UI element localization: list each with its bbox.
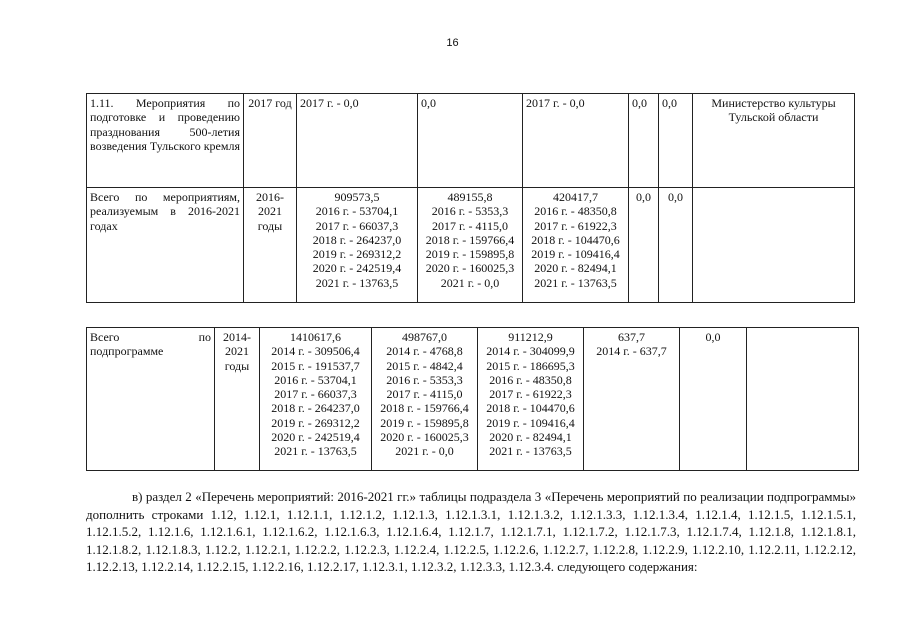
amount-line: 909573,5 [334, 190, 380, 204]
amount-line: 2018 г. - 159766,4 [425, 232, 515, 247]
period-cell: 2017 год [244, 94, 297, 188]
table-row [87, 188, 855, 303]
subprogram-label-cell: Всего по подпрограмме [87, 328, 215, 471]
amount-line: 2018 г. - 264237,0 [312, 232, 402, 247]
amount-line: 2016 г. - 48350,8 [489, 372, 572, 387]
amount-line: 2019 г. - 269312,2 [271, 415, 360, 430]
amount-line: 2020 г. - 242519,4 [312, 261, 402, 276]
amount-line: 2018 г. - 104470,6 [531, 232, 620, 247]
amount-line: 2019 г. - 109416,4 [486, 415, 575, 430]
amount-line: 2016 г. - 5353,3 [386, 372, 463, 387]
amount-line: 2021 г. - 0,0 [440, 275, 500, 290]
federal-budget-cell [418, 188, 523, 303]
amount-line: 1410617,6 [290, 330, 341, 344]
executor-cell: Министерство культуры Тульской области [693, 94, 855, 188]
amount-line: 2020 г. - 82494,1 [534, 261, 617, 276]
amount-line: 420417,7 [553, 190, 598, 204]
amount-line: 2021 г. - 0,0 [395, 444, 454, 459]
amount-line: 2021 г. - 13763,5 [315, 275, 399, 290]
executor-cell [693, 188, 855, 303]
amount-line: 2015 г. - 4842,4 [386, 358, 463, 373]
local-budget-cell: 0,0 [629, 188, 659, 303]
amount-line: 2014 г. - 637,7 [596, 344, 667, 359]
amount-line: 2019 г. - 159895,8 [380, 415, 469, 430]
amount-line: 2018 г. - 159766,4 [380, 401, 469, 416]
amount-line: 2018 г. - 104470,6 [486, 401, 575, 416]
amount-line: 2019 г. - 109416,4 [531, 247, 620, 262]
period-cell: 2014-2021 годы [215, 328, 260, 471]
amount-line: 2017 г. - 66037,3 [274, 387, 357, 402]
amount-line: 2017 г. - 4115,0 [431, 218, 509, 233]
amount-line: 2017 г. - 61922,3 [489, 387, 572, 402]
table-row [87, 94, 855, 188]
amount-line: 2019 г. - 159895,8 [425, 247, 515, 262]
amount-line: 2020 г. - 160025,3 [425, 261, 515, 276]
event-name-cell: Всего по мероприятиям, реализуемым в 2016-2021 годах [87, 188, 244, 303]
amount-line: 2016 г. - 48350,8 [534, 204, 617, 219]
amount-line: 2019 г. - 269312,2 [312, 247, 402, 262]
regional-budget-cell [523, 188, 629, 303]
amount-line: 2020 г. - 82494,1 [489, 430, 572, 445]
amount-line: 2021 г. - 13763,5 [274, 444, 357, 459]
amount-line: 2015 г. - 191537,7 [271, 358, 360, 373]
amount-line: 2016 г. - 53704,1 [315, 204, 399, 219]
amount-line: 2014 г. - 304099,9 [486, 344, 575, 359]
amount-line: 911212,9 [508, 330, 553, 344]
amount-line: 2018 г. - 264237,0 [271, 401, 360, 416]
amount-line: 2021 г. - 13763,5 [489, 444, 572, 459]
local-budget-cell [584, 328, 680, 471]
table-row [87, 328, 859, 471]
extrabudget-cell: 0,0 [659, 94, 693, 188]
amount-line: 2017 г. - 66037,3 [315, 218, 399, 233]
extrabudget-cell: 0,0 [680, 328, 747, 471]
federal-budget-cell [372, 328, 478, 471]
amount-line: 2016 г. - 5353,3 [431, 204, 509, 219]
amount-line: 489155,8 [447, 190, 493, 204]
amount-line: 2017 г. - 61922,3 [534, 218, 617, 233]
subprogram-total-table [86, 327, 859, 471]
extrabudget-cell: 0,0 [659, 188, 693, 303]
amount-line: 2014 г. - 4768,8 [386, 344, 463, 359]
amount-line: 2021 г. - 13763,5 [534, 275, 617, 290]
amount-line: 2015 г. - 186695,3 [486, 358, 575, 373]
amount-line: 2017 г. - 4115,0 [386, 387, 463, 402]
amount-line: 637,7 [618, 330, 645, 344]
page-number: 16 [446, 37, 459, 49]
amount-line: 2016 г. - 53704,1 [274, 372, 357, 387]
period-cell: 2016-2021 годы [244, 188, 297, 303]
amount-line: 2020 г. - 160025,3 [380, 430, 469, 445]
regional-budget-cell: 2017 г. - 0,0 [523, 94, 629, 188]
regional-budget-cell [478, 328, 584, 471]
total-cell [260, 328, 372, 471]
event-name-cell: 1.11. Мероприятия по подготовке и проведению празднования 500-летия возведения Тульского кремля [87, 94, 244, 188]
events-table [86, 93, 855, 303]
total-cell: 2017 г. - 0,0 [297, 94, 418, 188]
amount-line: 2014 г. - 309506,4 [271, 344, 360, 359]
federal-budget-cell: 0,0 [418, 94, 523, 188]
executor-cell [747, 328, 859, 471]
amount-line: 2020 г. - 242519,4 [271, 430, 360, 445]
amount-line: 498767,0 [402, 330, 447, 344]
amendment-paragraph: в) раздел 2 «Перечень мероприятий: 2016-2021 гг.» таблицы подраздела 3 «Перечень мероприятий по реализации подпрограммы» дополнить строками 1.12, 1.12.1, 1.12.1.1, 1.12.1.2, 1.12.1.3, 1.12.1.3.1, 1.12.1.3.2, 1.12.1.3.3, 1.12.1.3.4, 1.12.1.4, 1.12.1.5, 1.12.1.5.1, 1.12.1.5.2, 1.12.1.6, 1.12.1.6.1, 1.12.1.6.2, 1.12.1.6.3, 1.12.1.6.4, 1.12.1.7, 1.12.1.7.1, 1.12.1.7.2, 1.12.1.7.3, 1.12.1.7.4, 1.12.1.8, 1.12.1.8.1, 1.12.1.8.2, 1.12.1.8.3, 1.12.2, 1.12.2.1, 1.12.2.2, 1.12.2.3, 1.12.2.4, 1.12.2.5, 1.12.2.6, 1.12.2.7, 1.12.2.8, 1.12.2.9, 1.12.2.10, 1.12.2.11, 1.12.2.12, 1.12.2.13, 1.12.2.14, 1.12.2.15, 1.12.2.16, 1.12.2.17, 1.12.3.1, 1.12.3.2, 1.12.3.3, 1.12.3.4. следующего содержания: [86, 489, 856, 575]
local-budget-cell: 0,0 [629, 94, 659, 188]
total-cell [297, 188, 418, 303]
